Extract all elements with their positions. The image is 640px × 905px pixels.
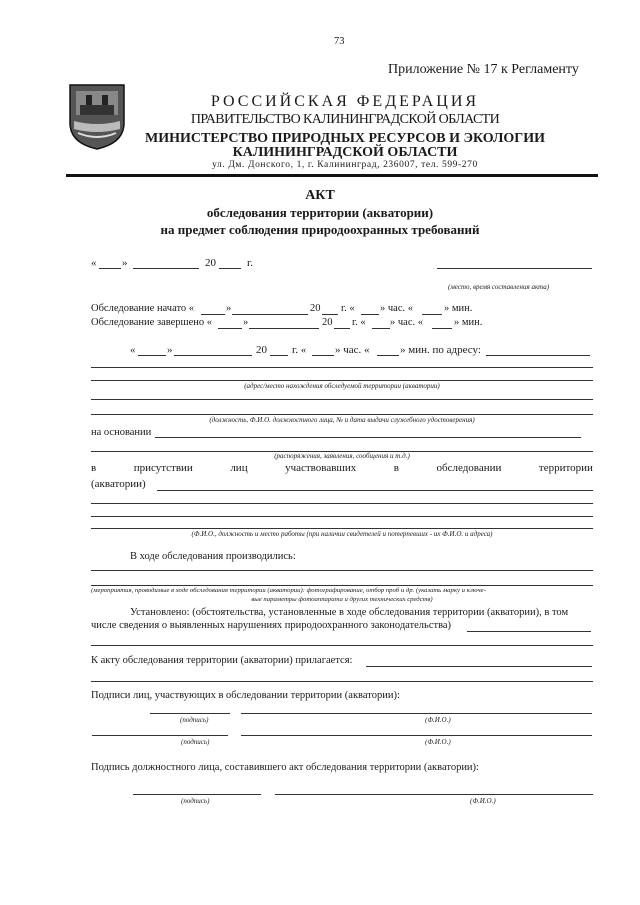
end-month-field[interactable] (249, 328, 319, 329)
presence-word: в (393, 462, 399, 474)
official-field-2[interactable] (91, 414, 593, 415)
addr-hours-label: » час. « (335, 344, 370, 356)
date-day-field[interactable] (99, 268, 121, 269)
fio-caption: (Ф.И.О.) (425, 716, 451, 724)
page-number: 73 (334, 36, 345, 47)
addr-hour-field[interactable] (312, 355, 334, 356)
official-signature-title: Подпись должностного лица, составившего акт обследования территории (акватории): (91, 762, 479, 773)
date-close-quote: » (122, 257, 128, 269)
basis-label: на основании (91, 427, 152, 438)
act-purpose: на предмет соблюдения природоохранных требований (160, 222, 480, 237)
act-title: АКТ (305, 188, 335, 203)
address-field-1[interactable] (486, 355, 590, 356)
fio-field-2[interactable] (241, 735, 592, 736)
established-field-2[interactable] (91, 645, 593, 646)
basis-caption: (распоряжения, заявления, сообщения и т.д.) (274, 452, 410, 460)
start-day-field[interactable] (201, 314, 225, 315)
conducted-label: В ходе обследования производились: (130, 551, 296, 562)
addr-open-quote: « (130, 344, 136, 356)
addr-min-label: » мин. по адресу: (400, 344, 481, 356)
presence-aquatory: (акватории) (91, 478, 146, 490)
end-hour-field[interactable] (372, 328, 390, 329)
address-caption: (адрес/место нахождения обследуемой территории (акватории) (244, 382, 440, 390)
appendix-label: Приложение № 17 к Регламенту (388, 62, 579, 77)
persons-field-1[interactable] (157, 490, 593, 491)
official-fio-field[interactable] (275, 794, 593, 795)
persons-caption: (Ф.И.О., должность и место работы (при наличии свидетелей и потерпевших - их Ф.И.О. и адреса) (191, 530, 493, 538)
date-year-field[interactable] (219, 268, 241, 269)
measures-field-1[interactable] (91, 570, 593, 571)
persons-field-4[interactable] (91, 528, 593, 529)
official-fio-caption: (Ф.И.О.) (470, 797, 496, 805)
addr-min-field[interactable] (377, 355, 399, 356)
addr-day-field[interactable] (138, 355, 166, 356)
signature-caption: (подпись) (180, 716, 209, 724)
end-min-field[interactable] (432, 328, 452, 329)
header-country: РОССИЙСКАЯ ФЕДЕРАЦИЯ (210, 93, 480, 110)
addr-year-field[interactable] (270, 355, 288, 356)
end-close-quote: » (243, 317, 249, 328)
official-caption: (должность, Ф.И.О. должностного лица, № и дата выдачи служебного удостоверения) (209, 416, 475, 424)
signatures-title: Подписи лиц, участвующих в обследовании территории (акватории): (91, 690, 400, 701)
address-field-3[interactable] (91, 380, 593, 381)
end-min-label: » мин. (454, 317, 483, 328)
addr-g: г. « (292, 344, 307, 356)
place-time-field[interactable] (437, 268, 592, 269)
basis-field-1[interactable] (155, 437, 581, 438)
presence-line (91, 462, 593, 474)
signature-caption: (подпись) (181, 738, 210, 746)
attached-field-1[interactable] (366, 666, 592, 667)
measures-caption-2: вые параметры фотоаппарата и других технических средств) (251, 596, 433, 603)
attached-field-2[interactable] (91, 681, 593, 682)
start-hour-field[interactable] (361, 314, 379, 315)
end-hours-label: » час. « (390, 317, 423, 328)
end-year-prefix: 20 (322, 317, 333, 328)
inspection-end-label: Обследование завершено « (91, 317, 213, 328)
start-month-field[interactable] (232, 314, 308, 315)
attached-label: К акту обследования территории (акватории) прилагается: (91, 655, 353, 666)
persons-field-3[interactable] (91, 516, 593, 517)
act-subtitle: обследования территории (акватории) (206, 205, 434, 220)
official-signature-field[interactable] (133, 794, 261, 795)
fio-field-1[interactable] (241, 713, 592, 714)
established-field-1[interactable] (467, 631, 591, 632)
end-year-field[interactable] (334, 328, 350, 329)
addr-year-prefix: 20 (256, 344, 267, 356)
header-region: КАЛИНИНГРАДСКОЙ ОБЛАСТИ (232, 145, 458, 160)
header-ministry: МИНИСТЕРСТВО ПРИРОДНЫХ РЕСУРСОВ И ЭКОЛОГИИ (145, 131, 545, 146)
date-year-prefix: 20 (205, 257, 216, 269)
address-field-2[interactable] (91, 367, 593, 368)
measures-caption-1: (мероприятия, проводимые в ходе обследования территории (акватории): фотографирование, отбор проб и др. (указать марку и ключе- (91, 587, 486, 594)
start-year-field[interactable] (322, 314, 338, 315)
end-day-field[interactable] (218, 328, 242, 329)
header-address: ул. Дм. Донского, 1, г. Калининград, 236007, тел. 599-270 (212, 160, 478, 170)
date-open-quote: « (91, 257, 97, 269)
place-time-caption: (место, время составления акта) (448, 283, 550, 291)
established-text-2: числе сведения о выявленных нарушениях природоохранного законодательства) (91, 620, 452, 631)
start-year-prefix: 20 (310, 303, 321, 314)
persons-field-2[interactable] (91, 503, 593, 504)
presence-word: участвовавших (285, 462, 357, 474)
header-divider (66, 174, 598, 177)
date-year-suffix: г. (247, 257, 254, 269)
start-close-quote: » (226, 303, 232, 314)
presence-word: территории (538, 462, 593, 474)
official-signature-caption: (подпись) (181, 797, 210, 805)
presence-word: присутствии (133, 462, 193, 474)
date-month-field[interactable] (133, 268, 199, 269)
established-text-1: Установлено: (обстоятельства, установленные в ходе обследования территории (акватории), в том (130, 607, 569, 618)
addr-close-quote: » (167, 344, 173, 356)
signature-field-2[interactable] (92, 735, 228, 736)
header-government: ПРАВИТЕЛЬСТВО КАЛИНИНГРАДСКОЙ ОБЛАСТИ (190, 112, 500, 127)
presence-word: лиц (230, 462, 248, 474)
presence-word: обследовании (436, 462, 502, 474)
start-min-field[interactable] (422, 314, 442, 315)
signature-field-1[interactable] (150, 713, 230, 714)
start-g: г. « (341, 303, 355, 314)
coat-of-arms-icon (66, 83, 128, 151)
addr-month-field[interactable] (174, 355, 252, 356)
start-min-label: » мин. (444, 303, 473, 314)
end-g: г. « (352, 317, 366, 328)
presence-word: в (91, 462, 97, 474)
official-field-1[interactable] (91, 399, 593, 400)
inspection-start-label: Обследование начато « (91, 303, 195, 314)
measures-field-2[interactable] (91, 585, 593, 586)
start-hours-label: » час. « (380, 303, 413, 314)
fio-caption: (Ф.И.О.) (425, 738, 451, 746)
